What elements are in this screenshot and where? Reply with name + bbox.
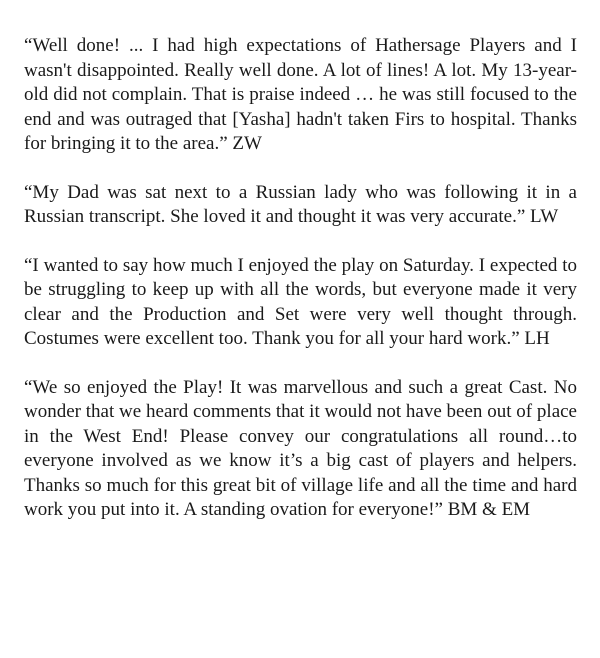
testimonial-2 <box>24 181 577 230</box>
testimonial-initials: LH <box>524 328 550 349</box>
testimonial-4 <box>24 376 577 523</box>
testimonial-3 <box>24 254 577 352</box>
testimonial-text: “We so enjoyed the Play! It was marvellous and such a great Cast. No wonder that we heard comments that it would not have been out of place in the West End! Please convey our congratulations all round…to everyone involved as we know it’s a big cast of players and helpers. Thanks so much for this great bit of village life and all the time and hard work you put into it. A standing ovation for everyone!” <box>24 376 577 520</box>
testimonial-text: “My Dad was sat next to a Russian lady who was following it in a Russian transcript. She loved it and thought it was very accurate.” <box>24 181 577 227</box>
testimonial-initials: LW <box>530 206 559 227</box>
testimonials-list <box>24 34 577 523</box>
testimonial-1 <box>24 34 577 157</box>
testimonial-initials: ZW <box>232 133 262 154</box>
testimonial-text: “I wanted to say how much I enjoyed the play on Saturday. I expected to be struggling to keep up with all the words, but everyone made it very clear and the Production and Set were very well thought through. Costumes were excellent too. Thank you for all your hard work.” <box>24 254 577 349</box>
testimonial-text: “Well done! ... I had high expectations of Hathersage Players and I wasn't disappointed. Really well done. A lot of lines! A lot. My 13-year-old did not complain. That is praise indeed … he was still focused to the end and was outraged that [Yasha] hadn't taken Firs to hospital. Thanks for bringing it to the area.” <box>24 35 577 154</box>
testimonial-initials: BM & EM <box>447 499 531 520</box>
